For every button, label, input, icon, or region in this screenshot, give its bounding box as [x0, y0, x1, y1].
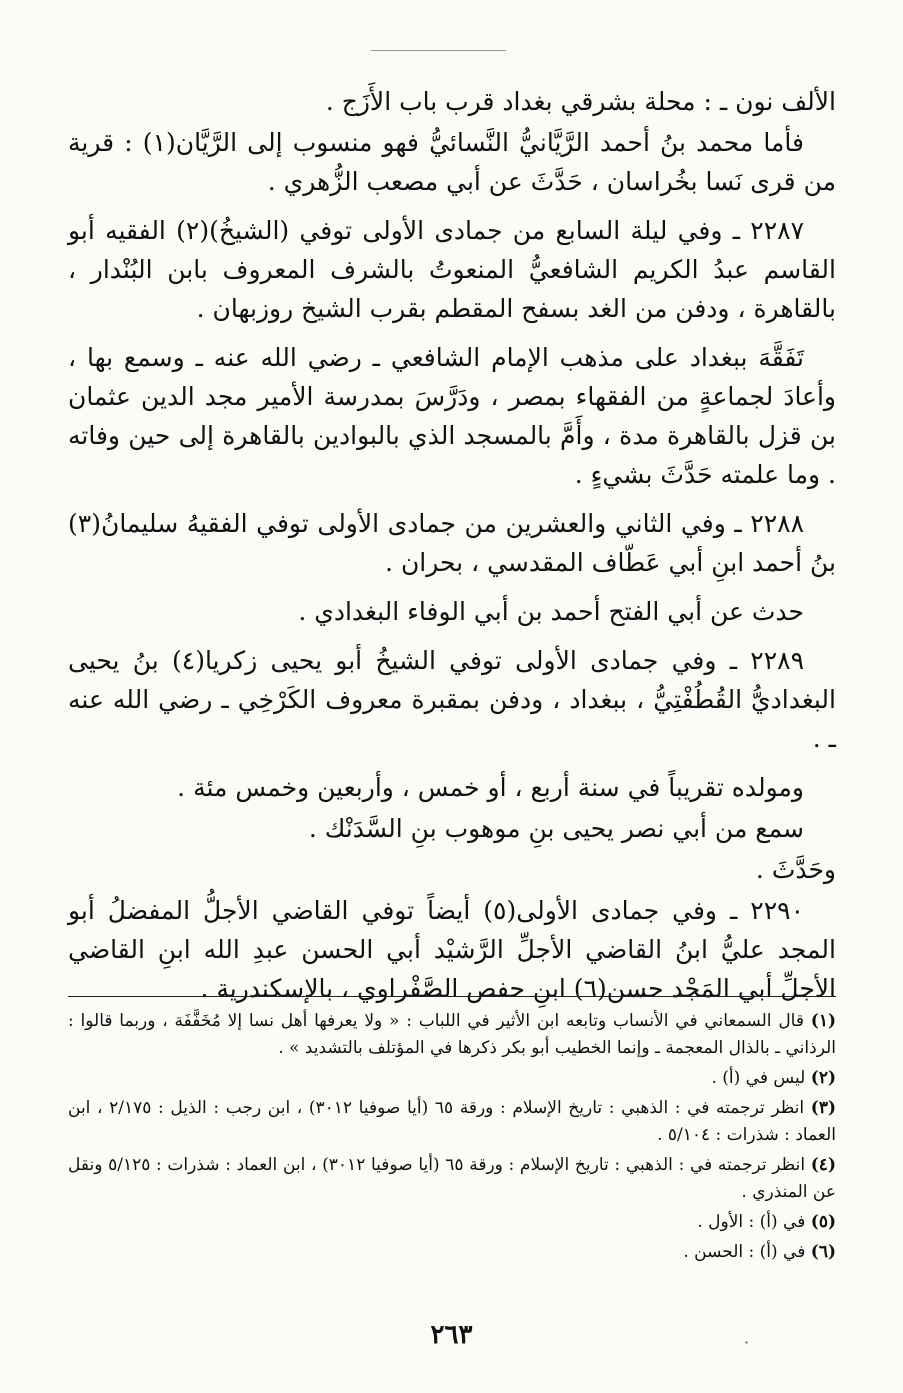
- scan-speck: ·: [744, 1333, 750, 1352]
- footnote-text: ليس في (أ) .: [711, 1068, 806, 1088]
- footnote-number: (١): [810, 1011, 837, 1031]
- footnote-rule: [68, 996, 836, 997]
- footnote-number: (٥): [810, 1212, 836, 1232]
- footnote-1: [68, 1008, 836, 1062]
- footnote-2: [68, 1065, 836, 1092]
- main-text: [68, 82, 836, 1018]
- paragraph-8: ومولده تقريباً في سنة أربع ، أو خمس ، وأربعين وخمس مئة .: [177, 773, 804, 802]
- header-rule: [371, 50, 506, 51]
- footnote-4: [68, 1152, 836, 1206]
- paragraph-4: تَفَقَّهَ ببغداد على مذهب الإمام الشافعي ـ رضي الله عنه ـ وسمع بها ، وأعادَ لجماعةٍ من الفقهاء بمصر ، ودَرَّسَ بمدرسة الأمير مجد الدين عثمان بن قزل بالقاهرة مدة ، وأَمَّ بالمسجد الذي بالبوادين بالقاهرة إلى حين وفاته . وما علمته حَدَّثَ بشيءٍ .: [68, 343, 836, 489]
- entry-2290: ٢٢٩٠ ـ وفي جمادى الأولى(٥) أيضاً توفي القاضي الأجلُّ المفضلُ أبو المجد عليُّ ابنُ القاضي الأجلِّ الرَّشيْد أبي الحسن عبدِ الله ابنِ القاضي الأجلِّ أبي المَجْد حسن(٦) ابنِ حفص الصَّفْراوي ، بالإسكندرية .: [68, 896, 836, 1003]
- footnote-number: (٤): [810, 1155, 836, 1175]
- entry-2288: ٢٢٨٨ ـ وفي الثاني والعشرين من جمادى الأولى توفي الفقيهُ سليمانُ(٣) بنُ أحمد ابنِ أبي عَطّاف المقدسي ، بحران .: [68, 509, 836, 577]
- footnote-number: (٢): [810, 1068, 836, 1088]
- footnote-text: انظر ترجمته في : الذهبي : تاريخ الإسلام : ورقة ٦٥ (أيا صوفيا ٣٠١٢) ، ابن العماد : شذرات : ٥/١٢٥ ونقل عن المنذري .: [68, 1155, 836, 1202]
- footnote-text: انظر ترجمته في : الذهبي : تاريخ الإسلام : ورقة ٦٥ (أيا صوفيا ٣٠١٢) ، ابن رجب : الذيل : ٢/١٧٥ ، ابن العماد : شذرات : ٥/١٠٤ .: [68, 1098, 836, 1145]
- footnote-number: (٣): [810, 1098, 836, 1118]
- paragraph-1: الألف نون ـ : محلة بشرقي بغداد قرب باب الأَزَج .: [325, 87, 836, 116]
- page-number: ٢٦٣: [430, 1320, 473, 1350]
- entry-2289: ٢٢٨٩ ـ وفي جمادى الأولى توفي الشيخُ أبو يحيى زكريا(٤) بنُ يحيى البغداديُّ القُطُفْتِيُّ ، ببغداد ، ودفن بمقبرة معروف الكَرْخِي ـ رضي الله عنه ـ .: [68, 646, 836, 753]
- footnote-text: في (أ) : الأول .: [697, 1212, 806, 1232]
- paragraph-9: سمع من أبي نصر يحيى بنِ موهوب بنِ السَّدَنْك .: [308, 814, 804, 843]
- footnote-text: قال السمعاني في الأنساب وتابعه ابن الأثير في اللباب : « ولا يعرفها أهل نسا إلا مُخَفَّفَة ، وربما قالوا : الرذاني ـ بالذال المعجمة ـ وإنما الخطيب أبو بكر ذكرها في المؤتلف بالتشديد » .: [68, 1011, 836, 1058]
- entry-2287: ٢٢٨٧ ـ وفي ليلة السابع من جمادى الأولى توفي (الشيخُ)(٢) الفقيه أبو القاسم عبدُ الكريم الشافعيُّ المنعوتُ بالشرف المعروف بابن البُنْدار ، بالقاهرة ، ودفن من الغد بسفح المقطم بقرب الشيخ روزبهان .: [68, 216, 836, 323]
- footnote-number: (٦): [810, 1242, 836, 1262]
- footnote-text: في (أ) : الحسن .: [683, 1242, 806, 1262]
- footnote-3: [68, 1095, 836, 1149]
- footnote-5: [68, 1209, 836, 1236]
- paragraph-2: فأما محمد بنُ أحمد الرَّيَّانيُّ النَّسائيُّ فهو منسوب إلى الرَّيَّان(١) : قرية من قرى نَسا بخُراسان ، حَدَّثَ عن أبي مصعب الزُّهري .: [68, 128, 836, 196]
- paragraph-10: وحَدَّثَ .: [755, 855, 836, 884]
- footnotes: [68, 1008, 836, 1269]
- paragraph-6: حدث عن أبي الفتح أحمد بن أبي الوفاء البغدادي .: [298, 597, 804, 626]
- footnote-6: [68, 1239, 836, 1266]
